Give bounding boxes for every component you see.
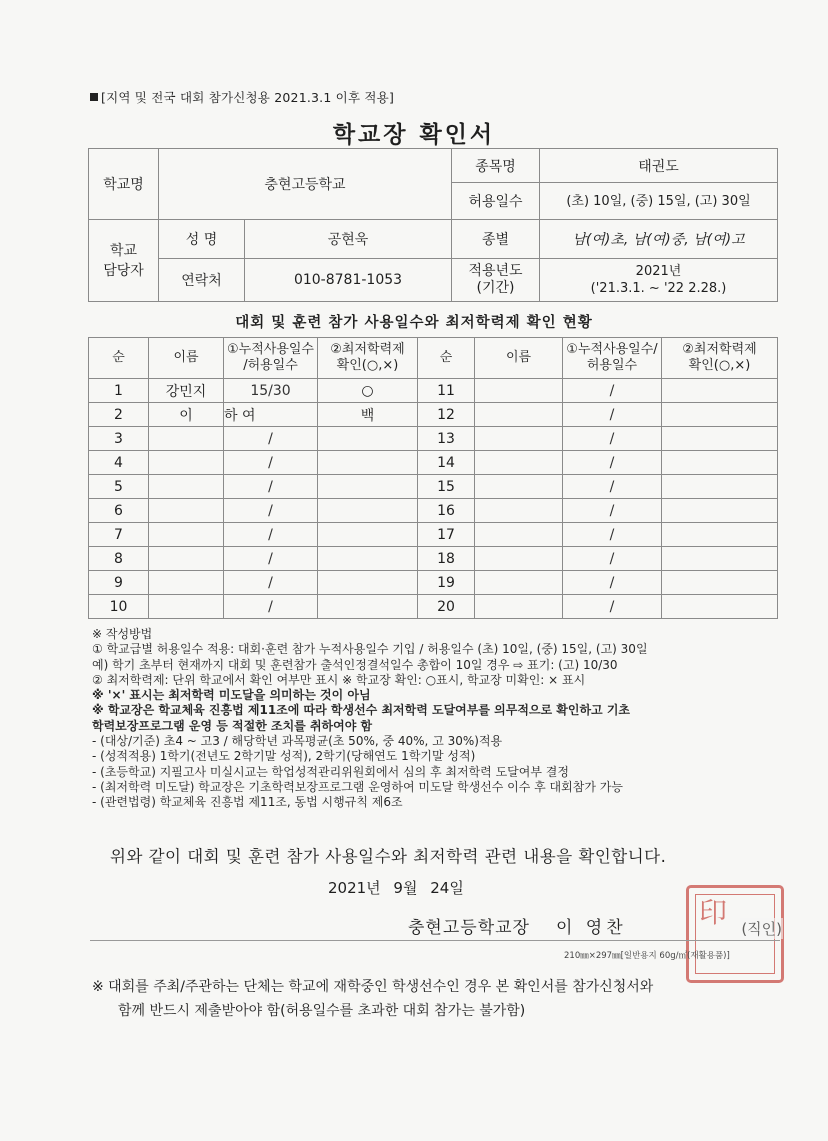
row-no: 4 — [89, 451, 149, 475]
row-name — [149, 571, 224, 595]
footer-line: 함께 반드시 제출받아야 함(허용일수를 초과한 대회 참가는 불가함) — [118, 1003, 526, 1019]
row-no-right: 13 — [418, 427, 475, 451]
row-days-right: / — [563, 595, 662, 619]
row-name-right — [475, 595, 563, 619]
row-min — [318, 547, 418, 571]
row-min — [318, 427, 418, 451]
col-min: ②최저학력제 확인(○,×) — [318, 338, 418, 379]
row-name-right — [475, 571, 563, 595]
row-no-right: 17 — [418, 523, 475, 547]
row-no-right: 19 — [418, 571, 475, 595]
manager-label: 학교 담당자 — [89, 220, 159, 302]
row-name — [149, 595, 224, 619]
note-line: ※ '×' 표시는 최저학력 미도달을 의미하는 것이 아님 — [92, 688, 371, 703]
table-row — [89, 427, 778, 451]
note-line: - (대상/기준) 초4 ~ 고3 / 해당학년 과목평균(초 50%, 중 40%, 고 30%)적용 — [92, 734, 503, 749]
row-no: 8 — [89, 547, 149, 571]
table-row — [89, 547, 778, 571]
type-value: 남(여)초, 남(여)중, 남(여)고 — [540, 220, 778, 259]
row-no: 2 — [89, 403, 149, 427]
signer-name: 이 영찬 — [555, 918, 627, 938]
col-name-right: 이름 — [475, 338, 563, 379]
row-name-right — [475, 379, 563, 403]
year-label: 적용년도 (기간) — [452, 259, 540, 302]
table-row — [89, 403, 778, 427]
name-label: 성 명 — [159, 220, 245, 259]
row-days-right: / — [563, 427, 662, 451]
row-no: 7 — [89, 523, 149, 547]
row-no-right: 16 — [418, 499, 475, 523]
allowed-value: (초) 10일, (중) 15일, (고) 30일 — [540, 183, 778, 220]
contact-value: 010-8781-1053 — [245, 259, 452, 302]
official-seal — [686, 885, 784, 983]
row-min — [318, 475, 418, 499]
footer-note — [92, 975, 653, 1023]
row-name — [149, 523, 224, 547]
row-days: 15/30 — [224, 379, 318, 403]
usage-table — [88, 337, 778, 619]
row-days: / — [224, 547, 318, 571]
seal-glyph: 印 — [699, 896, 728, 929]
square-bullet-icon — [90, 93, 98, 101]
row-no: 5 — [89, 475, 149, 499]
seal-label: (직인) — [741, 920, 782, 938]
info-table — [88, 148, 778, 302]
row-days: / — [224, 451, 318, 475]
table-row — [89, 451, 778, 475]
row-name-right — [475, 547, 563, 571]
col-no: 순 — [89, 338, 149, 379]
col-name: 이름 — [149, 338, 224, 379]
row-min-right — [662, 571, 778, 595]
row-min: 백 — [318, 403, 418, 427]
row-min-right — [662, 379, 778, 403]
note-line: 학력보장프로그램 운영 등 적절한 조치를 취하여야 함 — [92, 718, 373, 733]
row-name: 강민지 — [149, 379, 224, 403]
note-line: - (관련법령) 학교체육 진흥법 제11조, 동법 시행규칙 제6조 — [92, 795, 403, 810]
row-min-right — [662, 499, 778, 523]
divider — [90, 940, 780, 941]
signer — [408, 913, 627, 938]
note-line: ① 학교급별 허용일수 적용: 대회·훈련 참가 누적사용일수 기입 / 허용일수 (초) 10일, (중) 15일, (고) 30일 — [92, 642, 648, 657]
row-days: / — [224, 595, 318, 619]
row-days-right: / — [563, 475, 662, 499]
row-no: 6 — [89, 499, 149, 523]
row-name — [149, 451, 224, 475]
row-no: 1 — [89, 379, 149, 403]
row-days-right: / — [563, 379, 662, 403]
note-line: 예) 학기 초부터 현재까지 대회 및 훈련참가 출석인정결석일수 총합이 10일 경우 ⇨ 표기: (고) 10/30 — [92, 657, 618, 672]
table-row — [89, 595, 778, 619]
event-value: 태권도 — [540, 149, 778, 183]
footer-line: ※ 대회를 주최/주관하는 단체는 학교에 재학중인 학생선수인 경우 본 확인서를 참가신청서와 — [92, 979, 654, 995]
row-days-right: / — [563, 451, 662, 475]
row-min — [318, 595, 418, 619]
contact-label: 연락처 — [159, 259, 245, 302]
row-min — [318, 451, 418, 475]
row-min-right — [662, 403, 778, 427]
period-value: ('21.3.1. ~ '22 2.28.) — [590, 281, 727, 296]
row-name-right — [475, 499, 563, 523]
form-tag-text: [지역 및 전국 대회 참가신청용 2021.3.1 이후 적용] — [101, 90, 395, 105]
row-min-right — [662, 523, 778, 547]
type-label: 종별 — [452, 220, 540, 259]
confirm-statement: 위와 같이 대회 및 훈련 참가 사용일수와 최저학력 관련 내용을 확인합니다. — [110, 847, 667, 866]
note-line: ※ 작성방법 — [92, 627, 153, 641]
row-days-right: / — [563, 571, 662, 595]
row-no-right: 12 — [418, 403, 475, 427]
col-no-right: 순 — [418, 338, 475, 379]
row-min — [318, 571, 418, 595]
row-name-right — [475, 451, 563, 475]
row-min-right — [662, 595, 778, 619]
row-name-right — [475, 475, 563, 499]
section-title: 대회 및 훈련 참가 사용일수와 최저학력제 확인 현황 — [235, 315, 593, 331]
row-days: / — [224, 499, 318, 523]
note-line: ※ 학교장은 학교체육 진흥법 제11조에 따라 학생선수 최저학력 도달여부를 의무적으로 확인하고 기초 — [92, 703, 631, 718]
row-name: 이 — [149, 403, 224, 427]
table-row — [89, 475, 778, 499]
row-name-right — [475, 523, 563, 547]
event-label: 종목명 — [452, 149, 540, 183]
table-row — [89, 499, 778, 523]
row-min — [318, 523, 418, 547]
year-value: 2021년 — [635, 264, 682, 279]
row-days: / — [224, 475, 318, 499]
signer-school: 충현고등학교장 — [408, 918, 530, 938]
row-no-right: 11 — [418, 379, 475, 403]
row-no: 9 — [89, 571, 149, 595]
row-days-right: / — [563, 499, 662, 523]
row-days-right: / — [563, 523, 662, 547]
col-days-right: ①누적사용일수/ 허용일수 — [563, 338, 662, 379]
row-days: 하 여 — [224, 403, 318, 427]
row-name-right — [475, 403, 563, 427]
row-min-right — [662, 547, 778, 571]
row-min-right — [662, 475, 778, 499]
note-line: ② 최저학력제: 단위 학교에서 확인 여부만 표시 ※ 학교장 확인: ○표시, 학교장 미확인: × 표시 — [92, 672, 586, 687]
row-name — [149, 499, 224, 523]
row-min-right — [662, 427, 778, 451]
row-min: ○ — [318, 379, 418, 403]
table-row — [89, 523, 778, 547]
row-name — [149, 427, 224, 451]
name-value: 공현욱 — [245, 220, 452, 259]
note-line: - (성적적용) 1학기(전년도 2학기말 성적), 2학기(당해연도 1학기말 성적) — [92, 749, 476, 764]
sign-date: 2021년 9월 24일 — [328, 879, 464, 897]
notes — [92, 627, 792, 811]
page-title: 학교장 확인서 — [332, 122, 496, 148]
table-row — [89, 571, 778, 595]
paper-spec: 210㎜×297㎜[일반용지 60g/㎡(재활용품)] — [564, 951, 730, 961]
row-no-right: 20 — [418, 595, 475, 619]
row-days: / — [224, 427, 318, 451]
col-days: ①누적사용일수 /허용일수 — [224, 338, 318, 379]
school-label: 학교명 — [89, 149, 159, 220]
row-name-right — [475, 427, 563, 451]
row-name — [149, 547, 224, 571]
row-min — [318, 499, 418, 523]
row-no: 3 — [89, 427, 149, 451]
row-days: / — [224, 571, 318, 595]
year-cell — [540, 259, 778, 302]
allowed-label: 허용일수 — [452, 183, 540, 220]
row-days: / — [224, 523, 318, 547]
form-tag — [90, 88, 394, 106]
row-days-right: / — [563, 547, 662, 571]
table-row — [89, 379, 778, 403]
row-name — [149, 475, 224, 499]
row-no: 10 — [89, 595, 149, 619]
usage-rows — [89, 379, 778, 619]
note-line: - (최저학력 미도달) 학교장은 기초학력보장프로그램 운영하여 미도달 학생선수 이수 후 대회참가 가능 — [92, 779, 623, 794]
row-days-right: / — [563, 403, 662, 427]
school-value: 충현고등학교 — [159, 149, 452, 220]
row-min-right — [662, 451, 778, 475]
col-min-right: ②최저학력제 확인(○,×) — [662, 338, 778, 379]
row-no-right: 14 — [418, 451, 475, 475]
note-line: - (초등학교) 지필고사 미실시교는 학업성적관리위원회에서 심의 후 최저학력 도달여부 결정 — [92, 764, 569, 779]
row-no-right: 15 — [418, 475, 475, 499]
row-no-right: 18 — [418, 547, 475, 571]
